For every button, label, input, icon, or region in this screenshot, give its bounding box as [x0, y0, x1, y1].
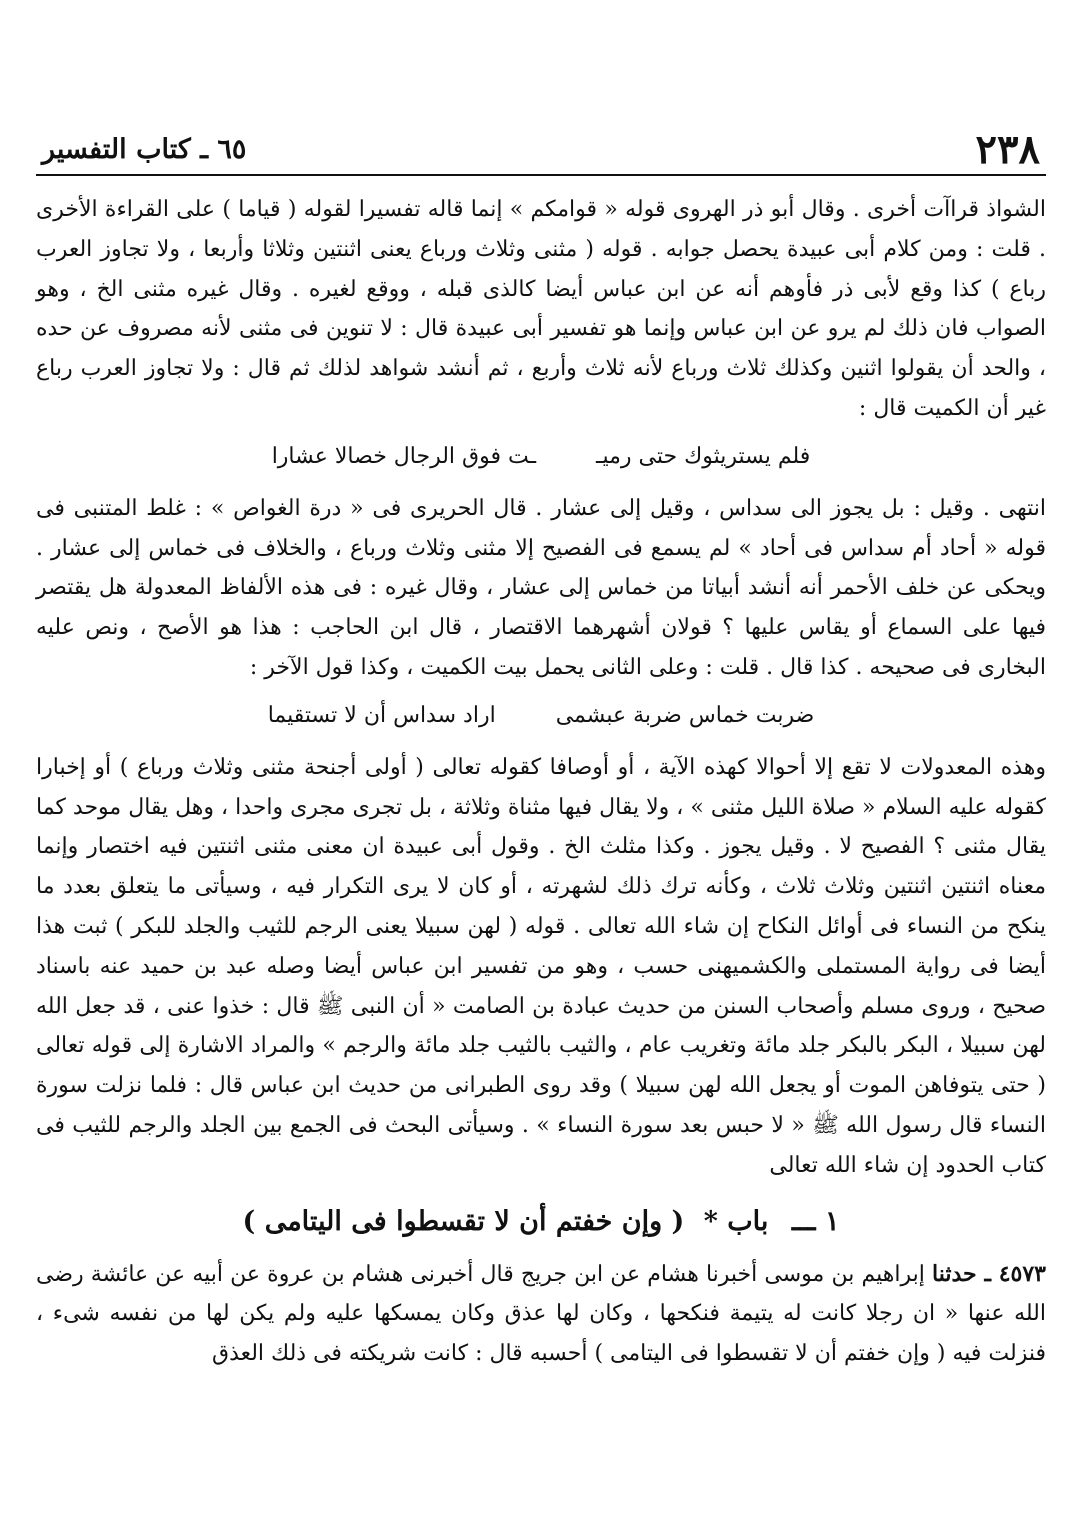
verse-2-first-hemistich: ضربت خماس ضربة عبشمى [555, 702, 815, 728]
page-number: ٢٣٨ [975, 126, 1040, 173]
hadith-text: إبراهيم بن موسى أخبرنا هشام عن ابن جريج قال أخبرنى هشام بن عروة عن أبيه عن عائشة رضى الله عنها « ان رجلا كانت له يتيمة فنكحها ، وكان لها عذق وكان يمسكها عليه ولم يكن لها من نفسه شىء ، فنزلت فيه ( وإن خفتم أن لا تقسطوا فى اليتامى ) أحسبه قال : كانت شريكته فى ذلك العذق [36, 1261, 1046, 1367]
commentary-paragraph-1: الشواذ قراآت أخرى . وقال أبو ذر الهروى قوله « قوامكم » إنما قاله تفسيرا لقوله ( قياما ) على القراءة الأخرى . قلت : ومن كلام أبى عبيدة يحصل جوابه . قوله ( مثنى وثلاث ورباع يعنى اثنتين وثلاثا وأربعا ، ولا تجاوز العرب رباع ) كذا وقع لأبى ذر فأوهم أنه عن ابن عباس أيضا كالذى قبله ، ووقع لغيره . وقال غيره مثنى الخ ، وهو الصواب فان ذلك لم يرو عن ابن عباس وإنما هو تفسير أبى عبيدة قال : لا تنوين فى مثنى لأنه مصروف عن حده ، والحد أن يقولوا اثنين وكذلك ثلاث ورباع لأنه ثلاث وأربع ، ثم أنشد شواهد لذلك ثم قال : ولا تجاوز العرب رباع غير أن الكميت قال : [36, 197, 1046, 421]
running-title: ٦٥ ـ كتاب التفسير [42, 134, 247, 165]
hadith-paragraph [36, 1255, 1046, 1374]
chapter-title: ( وإن خفتم أن لا تقسطوا فى اليتامى ) [242, 1205, 685, 1237]
commentary-paragraph-2: انتهى . وقيل : بل يجوز الى سداس ، وقيل إلى عشار . قال الحريرى فى « درة الغواص » : غلط المتنبى فى قوله « أحاد أم سداس فى أحاد » لم يسمع فى الفصيح إلا مثنى وثلاث ورباع ، والخلاف فى خماس إلى عشار . ويحكى عن خلف الأحمر أنه أنشد أبياتا من خماس إلى عشار ، وقال غيره : فى هذه الألفاظ المعدولة هل يقتصر فيها على السماع أو يقاس عليها ؟ قولان أشهرهما الاقتصار ، قال ابن الحاجب : هذا هو الأصح ، ونص عليه البخارى فى صحيحه . كذا قال . قلت : وعلى الثانى يحمل بيت الكميت ، وكذا قول الآخر : [36, 495, 1046, 680]
verse-1-first-hemistich: فلم يستريثوك حتى رميـ [596, 443, 811, 469]
chapter-number: ١ ـــ [791, 1205, 840, 1237]
book-page [36, 120, 1046, 1520]
page-header [36, 120, 1046, 176]
chapter-heading [36, 1206, 1046, 1237]
chapter-label: باب * [703, 1205, 769, 1237]
poetry-verse-1 [36, 437, 1046, 477]
poetry-verse-2 [36, 696, 1046, 736]
verse-2-second-hemistich: اراد سداس أن لا تستقيما [267, 702, 496, 728]
hadith-number: ٤٥٧٣ ـ حدثنا [932, 1260, 1046, 1287]
verse-1-second-hemistich: ـت فوق الرجال خصالا عشارا [271, 443, 537, 469]
commentary-paragraph-3: وهذه المعدولات لا تقع إلا أحوالا كهذه الآية ، أو أوصافا كقوله تعالى ( أولى أجنحة مثنى وثلاث ورباع ) أو إخبارا كقوله عليه السلام « صلاة الليل مثنى » ، ولا يقال فيها مثناة وثلاثة ، بل تجرى مجرى واحدا ، وهل يقال موحد كما يقال مثنى ؟ الفصيح لا . وقيل يجوز . وكذا مثلث الخ . وقول أبى عبيدة ان معنى مثنى اثنتين فيه اختصار وإنما معناه اثنتين اثنتين وثلاث ثلاث ، وكأنه ترك ذلك لشهرته ، أو كان لا يرى التكرار فيه ، وسيأتى ما يتعلق بعدد ما ينكح من النساء فى أوائل النكاح إن شاء الله تعالى . قوله ( لهن سبيلا يعنى الرجم للثيب والجلد للبكر ) ثبت هذا أيضا فى رواية المستملى والكشميهنى حسب ، وهو من تفسير ابن عباس أيضا وصله عبد بن حميد عنه باسناد صحيح ، وروى مسلم وأصحاب السنن من حديث عبادة بن الصامت « أن النبى ﷺ قال : خذوا عنى ، قد جعل الله لهن سبيلا ، البكر بالبكر جلد مائة وتغريب عام ، والثيب بالثيب جلد مائة والرجم » والمراد الاشارة إلى قوله تعالى ( حتى يتوفاهن الموت أو يجعل الله لهن سبيلا ) وقد روى الطبرانى من حديث ابن عباس قال : فلما نزلت سورة النساء قال رسول الله ﷺ « لا حبس بعد سورة النساء » . وسيأتى البحث فى الجمع بين الجلد والرجم للثيب فى كتاب الحدود إن شاء الله تعالى [36, 754, 1046, 1178]
